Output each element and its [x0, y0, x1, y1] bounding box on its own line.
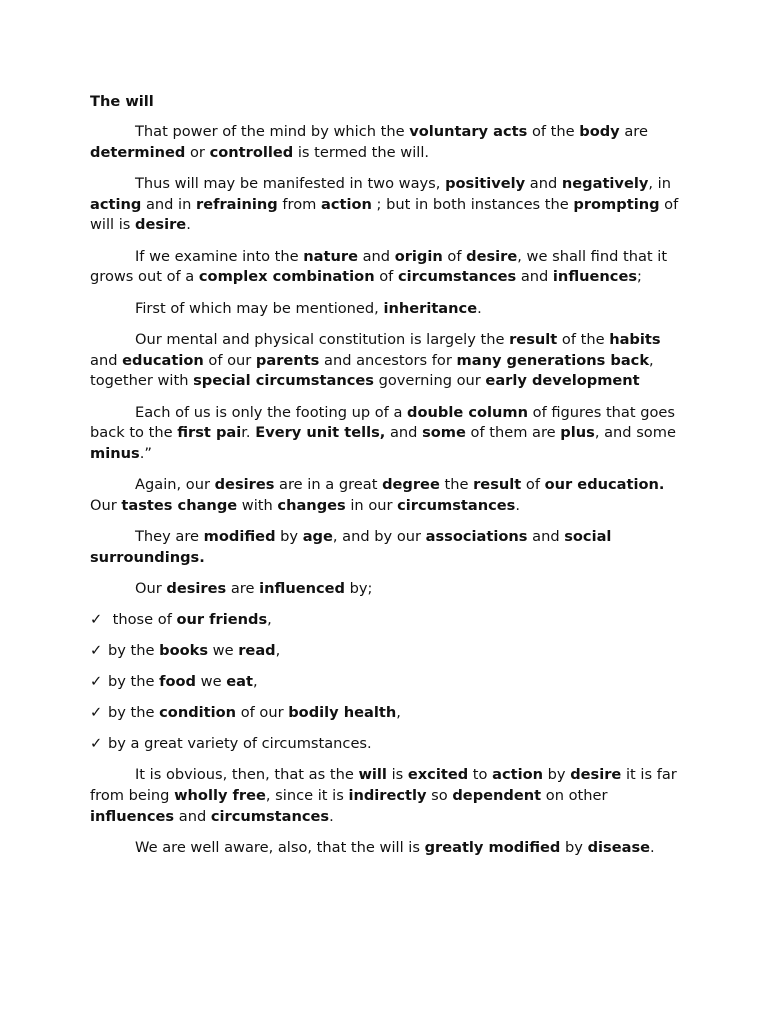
checkmark-icon: ✓ — [90, 673, 103, 691]
bold-text-run: first pai — [177, 424, 242, 442]
bold-text-run: circumstances — [397, 496, 516, 514]
checkmark-icon: ✓ — [90, 642, 103, 660]
bold-text-run: books — [159, 642, 209, 660]
bold-text-run: positively — [445, 174, 526, 192]
bold-text-run: desires — [166, 580, 227, 598]
bold-text-run: associations — [425, 528, 528, 546]
bold-text-run: desire — [135, 216, 187, 234]
bold-text-run: early development — [485, 372, 640, 390]
bold-text-run: prompting — [573, 195, 660, 213]
bold-text-run: many generations back — [456, 351, 650, 369]
text-run: They are — [135, 528, 204, 546]
bold-text-run: desire — [466, 247, 518, 265]
bold-text-run: result — [473, 476, 522, 494]
bold-text-run: education — [122, 351, 204, 369]
bold-text-run: parents — [255, 351, 320, 369]
text-run: from — [277, 195, 321, 213]
bold-text-run: our friends — [176, 611, 268, 629]
bold-text-run: bodily health — [288, 704, 397, 722]
checkmark-icon: ✓ — [90, 611, 103, 629]
bold-text-run: Every unit tells, — [255, 424, 386, 442]
text-run: Again, our — [135, 476, 215, 494]
text-run: of — [521, 476, 545, 494]
text-run: and — [525, 174, 562, 192]
bold-text-run: our education. — [544, 476, 665, 494]
text-run: , in — [648, 174, 671, 192]
text-run: First of which may be mentioned, — [135, 299, 384, 317]
bold-text-run: tastes change — [121, 496, 238, 514]
bold-text-run: inheritance — [383, 299, 478, 317]
text-run: , together with — [90, 351, 654, 390]
bold-text-run: desire — [570, 766, 622, 784]
bullet-paragraph — [90, 330, 690, 392]
bullet-paragraph — [90, 174, 690, 236]
bold-text-run: nature — [303, 247, 358, 265]
text-run: We are well aware, also, that the will is — [135, 838, 425, 856]
text-run: r. — [241, 424, 256, 442]
bold-text-run: circumstances — [210, 807, 330, 825]
text-run: and — [385, 424, 423, 442]
text-run: . — [186, 216, 191, 234]
bold-text-run: action — [492, 766, 544, 784]
text-run: Each of us is only the footing up of a — [135, 403, 408, 421]
text-run: , — [267, 611, 272, 629]
checklist-item — [90, 703, 690, 724]
bullet-paragraph — [90, 299, 690, 320]
bold-text-run: excited — [407, 766, 469, 784]
closing-paragraph-list — [90, 765, 690, 858]
bold-text-run: condition — [159, 704, 237, 722]
bold-text-run: body — [579, 123, 620, 140]
bold-text-run: action — [321, 195, 372, 213]
bold-text-run: determined — [90, 143, 186, 161]
checkmark-icon: ✓ — [90, 735, 103, 753]
text-run: , — [396, 704, 401, 722]
text-run: by; — [345, 580, 373, 598]
bold-text-run: degree — [382, 476, 440, 494]
bold-text-run: voluntary acts — [409, 123, 528, 140]
text-run: and — [90, 351, 123, 369]
text-run: of our — [203, 351, 256, 369]
text-run: ; but in both instances the — [371, 195, 574, 213]
text-run: so — [426, 786, 453, 804]
bold-text-run: eat — [226, 673, 253, 691]
bold-text-run: double column — [407, 403, 528, 421]
text-run: or — [185, 143, 210, 161]
text-run: and — [174, 807, 211, 825]
text-run: of them are — [465, 424, 561, 442]
text-run: . — [329, 807, 334, 825]
bold-text-run: complex combination — [198, 268, 375, 286]
bullet-paragraph — [90, 247, 690, 288]
text-run: by the — [108, 673, 160, 691]
text-run: and — [516, 268, 553, 286]
bold-text-run: disease — [587, 838, 651, 856]
checklist-item — [90, 734, 690, 755]
text-run: on other — [541, 786, 608, 804]
text-run: it is far from being — [90, 766, 677, 804]
text-run: by — [543, 766, 571, 784]
bold-text-run: minus — [90, 444, 140, 462]
text-run: , we shall find that it grows out of a — [90, 247, 668, 286]
text-run: of will is — [90, 195, 679, 234]
text-run: Thus will may be manifested in two ways, — [135, 174, 446, 192]
bullet-paragraph — [90, 838, 690, 859]
bold-text-run: special circumstances — [193, 372, 374, 390]
text-run: of our — [236, 704, 289, 722]
bold-text-run: result — [509, 330, 558, 348]
text-run: of the — [527, 123, 580, 140]
bold-text-run: origin — [394, 247, 443, 265]
checklist-item — [90, 641, 690, 662]
text-run: are in a great — [274, 476, 383, 494]
text-run: we — [208, 642, 239, 660]
bullet-paragraph — [90, 579, 690, 600]
text-run: of the — [557, 330, 610, 348]
bold-text-run: plus — [560, 424, 595, 442]
checklist — [90, 610, 690, 755]
text-run: , — [275, 642, 281, 660]
text-run: , and by our — [332, 528, 426, 546]
bold-text-run: negatively — [561, 174, 649, 192]
bold-text-run: changes — [277, 496, 346, 514]
text-run: are — [226, 580, 260, 598]
bold-text-run: social surroundings. — [90, 528, 612, 566]
bold-text-run: influenced — [259, 580, 345, 598]
bold-text-run: will — [358, 766, 387, 784]
text-run: by — [275, 528, 303, 546]
text-run: governing our — [373, 372, 486, 390]
text-run: It is obvious, then, that as the — [135, 766, 359, 784]
text-run: to — [468, 766, 493, 784]
text-run: . — [477, 299, 482, 317]
text-run: by the — [108, 642, 160, 660]
text-run: If we examine into the — [135, 247, 304, 265]
bold-text-run: influences — [552, 268, 638, 286]
bold-text-run: influences — [90, 807, 175, 825]
bullet-paragraph — [90, 122, 690, 163]
text-run: ; — [637, 268, 642, 286]
bold-text-run: wholly free — [174, 786, 266, 804]
bold-text-run: greatly modified — [424, 838, 561, 856]
text-run: , and some — [594, 424, 676, 442]
text-run: is — [386, 766, 408, 784]
bold-text-run: habits — [609, 330, 661, 348]
bold-text-run: modified — [203, 528, 276, 546]
bold-text-run: age — [302, 528, 333, 546]
text-run: and in — [141, 195, 197, 213]
bold-text-run: some — [422, 424, 466, 442]
text-run: those of — [108, 611, 177, 629]
document-title: The will — [90, 93, 154, 110]
text-run: and — [527, 528, 565, 546]
text-run: of — [442, 247, 467, 265]
bold-text-run: desires — [214, 476, 275, 494]
text-run: by — [560, 838, 588, 856]
text-run: is termed the will. — [293, 143, 430, 161]
checklist-item — [90, 610, 690, 631]
text-run: That power of the mind by which the — [135, 123, 410, 140]
bold-text-run: dependent — [452, 786, 542, 804]
text-run: Our — [135, 580, 167, 598]
bold-text-run: read — [238, 642, 276, 660]
bold-text-run: circumstances — [397, 268, 517, 286]
text-run: .” — [139, 444, 152, 462]
bold-text-run: acting — [90, 195, 142, 213]
bold-text-run: controlled — [209, 143, 294, 161]
text-run: we — [196, 673, 227, 691]
text-run: are — [619, 123, 648, 140]
text-run: in our — [345, 496, 398, 514]
text-run: the — [439, 476, 474, 494]
text-run: and — [357, 247, 395, 265]
checkmark-icon: ✓ — [90, 704, 103, 722]
text-run: and ancestors for — [319, 351, 457, 369]
checklist-item — [90, 672, 690, 693]
bold-text-run: food — [159, 673, 196, 691]
text-run: of — [374, 268, 398, 286]
text-run: Our — [90, 496, 122, 514]
text-run: of figures that goes back to the — [90, 403, 675, 442]
text-run: , — [252, 673, 258, 691]
document-body — [90, 91, 690, 869]
text-run: by the — [108, 704, 160, 722]
text-run: by a great variety of circumstances. — [108, 735, 372, 753]
bullet-paragraph — [90, 475, 690, 516]
text-run: , since it is — [265, 786, 349, 804]
text-run: . — [650, 838, 655, 856]
bullet-paragraph — [90, 765, 690, 827]
text-run: Our mental and physical constitution is largely the — [135, 330, 510, 348]
bullet-paragraph — [90, 527, 690, 568]
text-run: . — [515, 496, 521, 514]
text-run: with — [237, 496, 278, 514]
paragraph-list — [90, 122, 690, 600]
bold-text-run: refraining — [196, 195, 278, 213]
bullet-paragraph — [90, 403, 690, 465]
bold-text-run: indirectly — [348, 786, 427, 804]
